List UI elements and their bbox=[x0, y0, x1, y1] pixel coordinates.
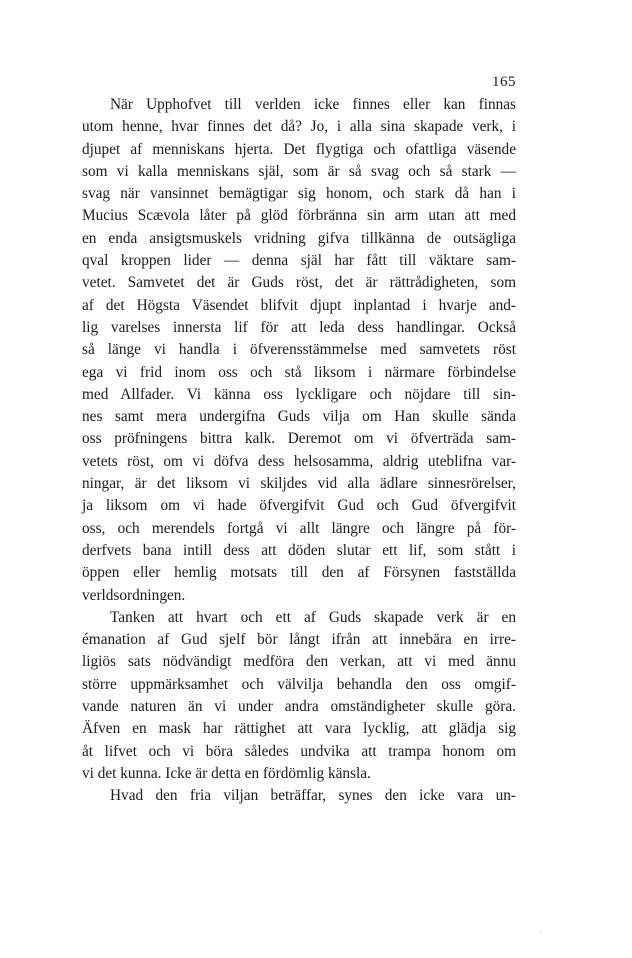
text-line: ningar, är det liksom vi skiljdes vid alla ädlare sinnesrörelser, bbox=[82, 475, 516, 493]
text-line: qval kroppen lider — denna själ har fått till väktare sam- bbox=[82, 252, 516, 270]
body-text bbox=[82, 94, 516, 808]
page-number: 165 bbox=[492, 74, 516, 90]
text-line: émanation af Gud sjelf bör långt ifrån att innebära en irre- bbox=[82, 631, 516, 649]
text-line: oss, och merendels fortgå vi allt längre och längre på för- bbox=[82, 519, 516, 537]
text-line: ja liksom om vi hade öfvergifvit Gud och Gud öfvergifvit bbox=[82, 497, 516, 515]
text-line: Äfven en mask har rättighet att vara lycklig, att glädja sig bbox=[82, 720, 516, 738]
text-line: vi det kunna. Icke är detta en fördömlig känsla. bbox=[82, 764, 371, 782]
text-line: derfvets bana intill dess att döden slutar ett lif, som stått i bbox=[82, 541, 516, 559]
text-line: svag när vansinnet bemägtigar sig honom, och stark då han i bbox=[82, 185, 516, 203]
text-line: vetet. Samvetet det är Guds röst, det är rättrådigheten, som bbox=[82, 274, 516, 292]
text-line: djupet af menniskans hjerta. Det flygtiga och ofattliga väsende bbox=[82, 140, 516, 158]
text-line: vetets röst, om vi döfva dess helsosamma, aldrig uteblifna var- bbox=[82, 452, 516, 470]
text-line: utom henne, hvar finnes det då? Jo, i alla sina skapade verk, i bbox=[82, 118, 516, 136]
text-line: vande naturen än vi under andra omständigheter skulle göra. bbox=[82, 698, 516, 716]
text-line: med Allfader. Vi känna oss lyckligare och nöjdare till sin- bbox=[82, 385, 516, 403]
scan-speck bbox=[540, 932, 542, 933]
text-line: öppen eller hemlig motsats till den af Försynen fastställda bbox=[82, 564, 516, 582]
text-line: När Upphofvet till verlden icke finnes eller kan finnas bbox=[110, 96, 516, 113]
text-line: ligiös sats nödvändigt medföra den verkan, att vi med ännu bbox=[82, 653, 516, 671]
text-line: som vi kalla menniskans själ, som är så svag och så stark — bbox=[82, 162, 516, 180]
text-line: lig varelses innersta lif för att leda dess handlingar. Också bbox=[82, 318, 516, 336]
text-line: af det Högsta Väsendet blifvit djupt inplantad i hvarje and- bbox=[82, 296, 516, 314]
text-line: oss pröfningens bittra kalk. Deremot om vi öfverträda sam- bbox=[82, 430, 516, 448]
text-line: Hvad den fria viljan beträffar, synes den icke vara un- bbox=[110, 787, 516, 805]
text-line: verldsordningen. bbox=[82, 586, 186, 604]
text-line: Mucius Scævola låter på glöd förbränna sin arm utan att med bbox=[82, 207, 516, 225]
text-line: åt lifvet och vi böra således undvika att trampa honom om bbox=[82, 742, 516, 760]
text-line: så länge vi handla i öfverensstämmelse med samvetets röst bbox=[82, 341, 516, 359]
text-line: nes samt mera undergifna Guds vilja om Han skulle sända bbox=[82, 408, 516, 426]
text-line: Tanken att hvart och ett af Guds skapade verk är en bbox=[110, 608, 516, 626]
text-line: en enda ansigtsmuskels vridning gifva tillkänna de outsägliga bbox=[82, 229, 516, 247]
text-line: ega vi frid inom oss och stå liksom i närmare förbindelse bbox=[82, 363, 516, 381]
text-line: större uppmärksamhet och välvilja behandla den oss omgif- bbox=[82, 675, 516, 693]
